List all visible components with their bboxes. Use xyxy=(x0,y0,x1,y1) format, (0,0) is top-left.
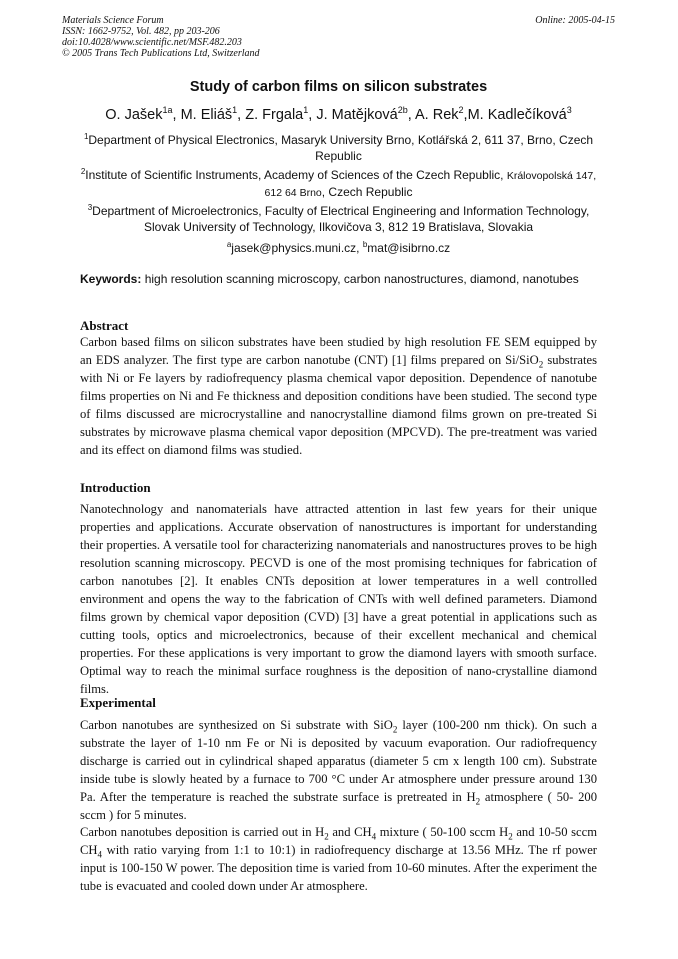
subscript: 2 xyxy=(538,359,544,370)
author-sup: 1 xyxy=(303,105,309,115)
journal-issn: ISSN: 1662-9752, Vol. 482, pp 203-206 xyxy=(62,26,220,37)
subscript: 2 xyxy=(475,796,481,807)
author-sup: 2b xyxy=(397,105,408,115)
keywords-text: high resolution scanning microscopy, carbon nanostructures, diamond, nanotubes xyxy=(144,272,579,286)
experimental-part: and 10-50 sccm CH xyxy=(80,825,597,857)
subscript: 4 xyxy=(371,831,377,842)
email-line: $^a$jasek@physics.muni.cz, $^b$mat@isibrno.cz xyxy=(226,240,451,255)
keywords xyxy=(80,271,597,287)
experimental-heading: Experimental xyxy=(80,695,156,710)
affiliation-sup: 3 xyxy=(87,203,93,212)
abstract-heading: Abstract xyxy=(80,318,129,333)
email-sup: b xyxy=(362,240,368,249)
author-sup: 3 xyxy=(566,105,572,115)
experimental-part: Carbon nanotubes deposition is carried out in H xyxy=(80,825,325,839)
keywords-label: Keywords: xyxy=(80,272,142,286)
experimental-part: layer (100-200 nm thick). On such a substrate the layer of 1-10 nm Fe or Ni is deposited by vacuum evaporation. Our radiofrequency discharge is carried out in cylindrical shaped apparatus (diameter 5 cm x length 100 cm). Substrate inside tube is slowly heated by a furnace to 700 °C under Ar atmosphere under pressure around 130 Pa. After the temperature is reached the substrate surface is pretreated in H xyxy=(80,718,597,804)
affiliation-sup: 2 xyxy=(80,167,86,176)
subscript: 4 xyxy=(97,849,102,860)
affiliation-sup: 1 xyxy=(83,132,89,141)
abstract-part: substrates with Ni or Fe layers by radiofrequency plasma chemical vapor deposition. Dependence of nanotube films properties on Ni and Fe thickness and deposition conditions have been studied. The second type of films discussed are microcrystalline and nanocrystalline diamond films grown on pre-treated Si substrates by microwave plasma chemical vapor deposition (MPCVD). The pre-treatment was varied and its effect on diamond films was studied. xyxy=(80,353,597,457)
subscript: 2 xyxy=(508,831,513,842)
introduction-heading: Introduction xyxy=(80,480,151,495)
subscript: 2 xyxy=(392,724,398,735)
author-name: J. Matějková xyxy=(316,106,398,123)
subscript: 2 xyxy=(324,831,329,842)
experimental-part: atmosphere ( 50- 200 sccm ) for 5 minutes. xyxy=(80,790,597,822)
experimental-part: mixture ( 50-100 sccm H xyxy=(376,825,509,839)
abstract-part: Carbon based films on silicon substrates have been studied by high resolution FE SEM equipped by an EDS analyzer. The first type are carbon nanotube (CNT) [1] films prepared on Si/SiO xyxy=(80,335,597,367)
author-name: M. Eliáš xyxy=(180,106,233,123)
experimental-part: and CH xyxy=(328,825,372,839)
email-sup: a xyxy=(226,240,232,249)
affiliation-text: Department of Microelectronics, Faculty of Electrical Engineering and Information Technology, Slovak University of Technology, Ilkovičova 3, 812 19 Bratislava, Slovakia xyxy=(92,204,590,234)
experimental-text-2 xyxy=(80,823,597,895)
affiliation-text: Department of Physical Electronics, Masaryk University Brno, Kotlářská 2, 611 37, Brno, Czech Republic xyxy=(88,133,594,163)
affiliation-2 xyxy=(80,164,597,201)
email-address[interactable]: jasek@physics.muni.cz xyxy=(231,241,357,255)
author-name: Z. Frgala xyxy=(245,106,304,123)
journal-doi: doi:10.4028/www.scientific.net/MSF.482.203 xyxy=(62,37,242,48)
journal-info xyxy=(62,15,260,59)
paper-title: Study of carbon films on silicon substrates xyxy=(189,79,488,95)
affiliation-country: , Czech Republic xyxy=(321,185,413,199)
author-list: O. Jašek$^{1a}$, M. Eliáš$^1$, Z. Frgala$^1$, J. Matějková$^{2b}$, A. Rek$^2$,M. Kadlečíková$^3$ xyxy=(105,105,572,123)
experimental-part: Carbon nanotubes are synthesized on Si substrate with SiO xyxy=(80,718,393,732)
online-date: Online: 2005-04-15 xyxy=(535,15,615,26)
affiliation-text: Institute of Scientific Instruments, Academy of Sciences of the Czech Republic, xyxy=(85,168,507,182)
author-name: M. Kadlečíková xyxy=(467,106,567,123)
email-address[interactable]: mat@isibrno.cz xyxy=(367,241,451,255)
affiliation-3 xyxy=(80,200,597,235)
experimental-part: with ratio varying from 1:1 to 10:1) in radiofrequency discharge at 13.56 MHz. The rf power input is 100-150 W power. The deposition time is varied from 10-60 minutes. After the experiment the tube is evacuated and cooled down under Ar atmosphere. xyxy=(80,843,597,893)
author-sup: 2 xyxy=(458,105,464,115)
abstract-text xyxy=(80,333,597,459)
author-sup: 1a xyxy=(162,105,173,115)
author-name: O. Jašek xyxy=(105,106,163,123)
author-sup: 1 xyxy=(232,105,238,115)
affiliation-address: Královopolská 147, 612 64 Brno xyxy=(264,170,597,199)
affiliation-1 xyxy=(80,129,597,164)
introduction-text: Nanotechnology and nanomaterials have attracted attention in last few years for their unique properties and applications. Accurate observation of nanostructures is important for understanding their properties. A versatile tool for characterizing nanomaterials and nanostructures proves to be high resolution scanning microscopy. PECVD is one of the most promising techniques for fabrication of carbon nanotubes [2]. It enables CNTs deposition at lower temperatures in a well controlled environment and opens the way to the fabrication of CNTs with well defined parameters. Diamond films grown by chemical vapor deposition (CVD) [3] have a great potential in applications such as cutting tools, optics and microelectronics, because of their excellent mechanical and chemical properties. For these applications is very important to grow the diamond layers with smooth surface. Optimal way to reach the minimal surface roughness is the deposition of nano-crystalline diamond films. xyxy=(80,502,597,696)
author-name: A. Rek xyxy=(415,106,459,123)
journal-copyright: © 2005 Trans Tech Publications Ltd, Switzerland xyxy=(62,48,260,59)
experimental-text-1 xyxy=(80,716,597,824)
journal-name: Materials Science Forum xyxy=(62,15,164,26)
